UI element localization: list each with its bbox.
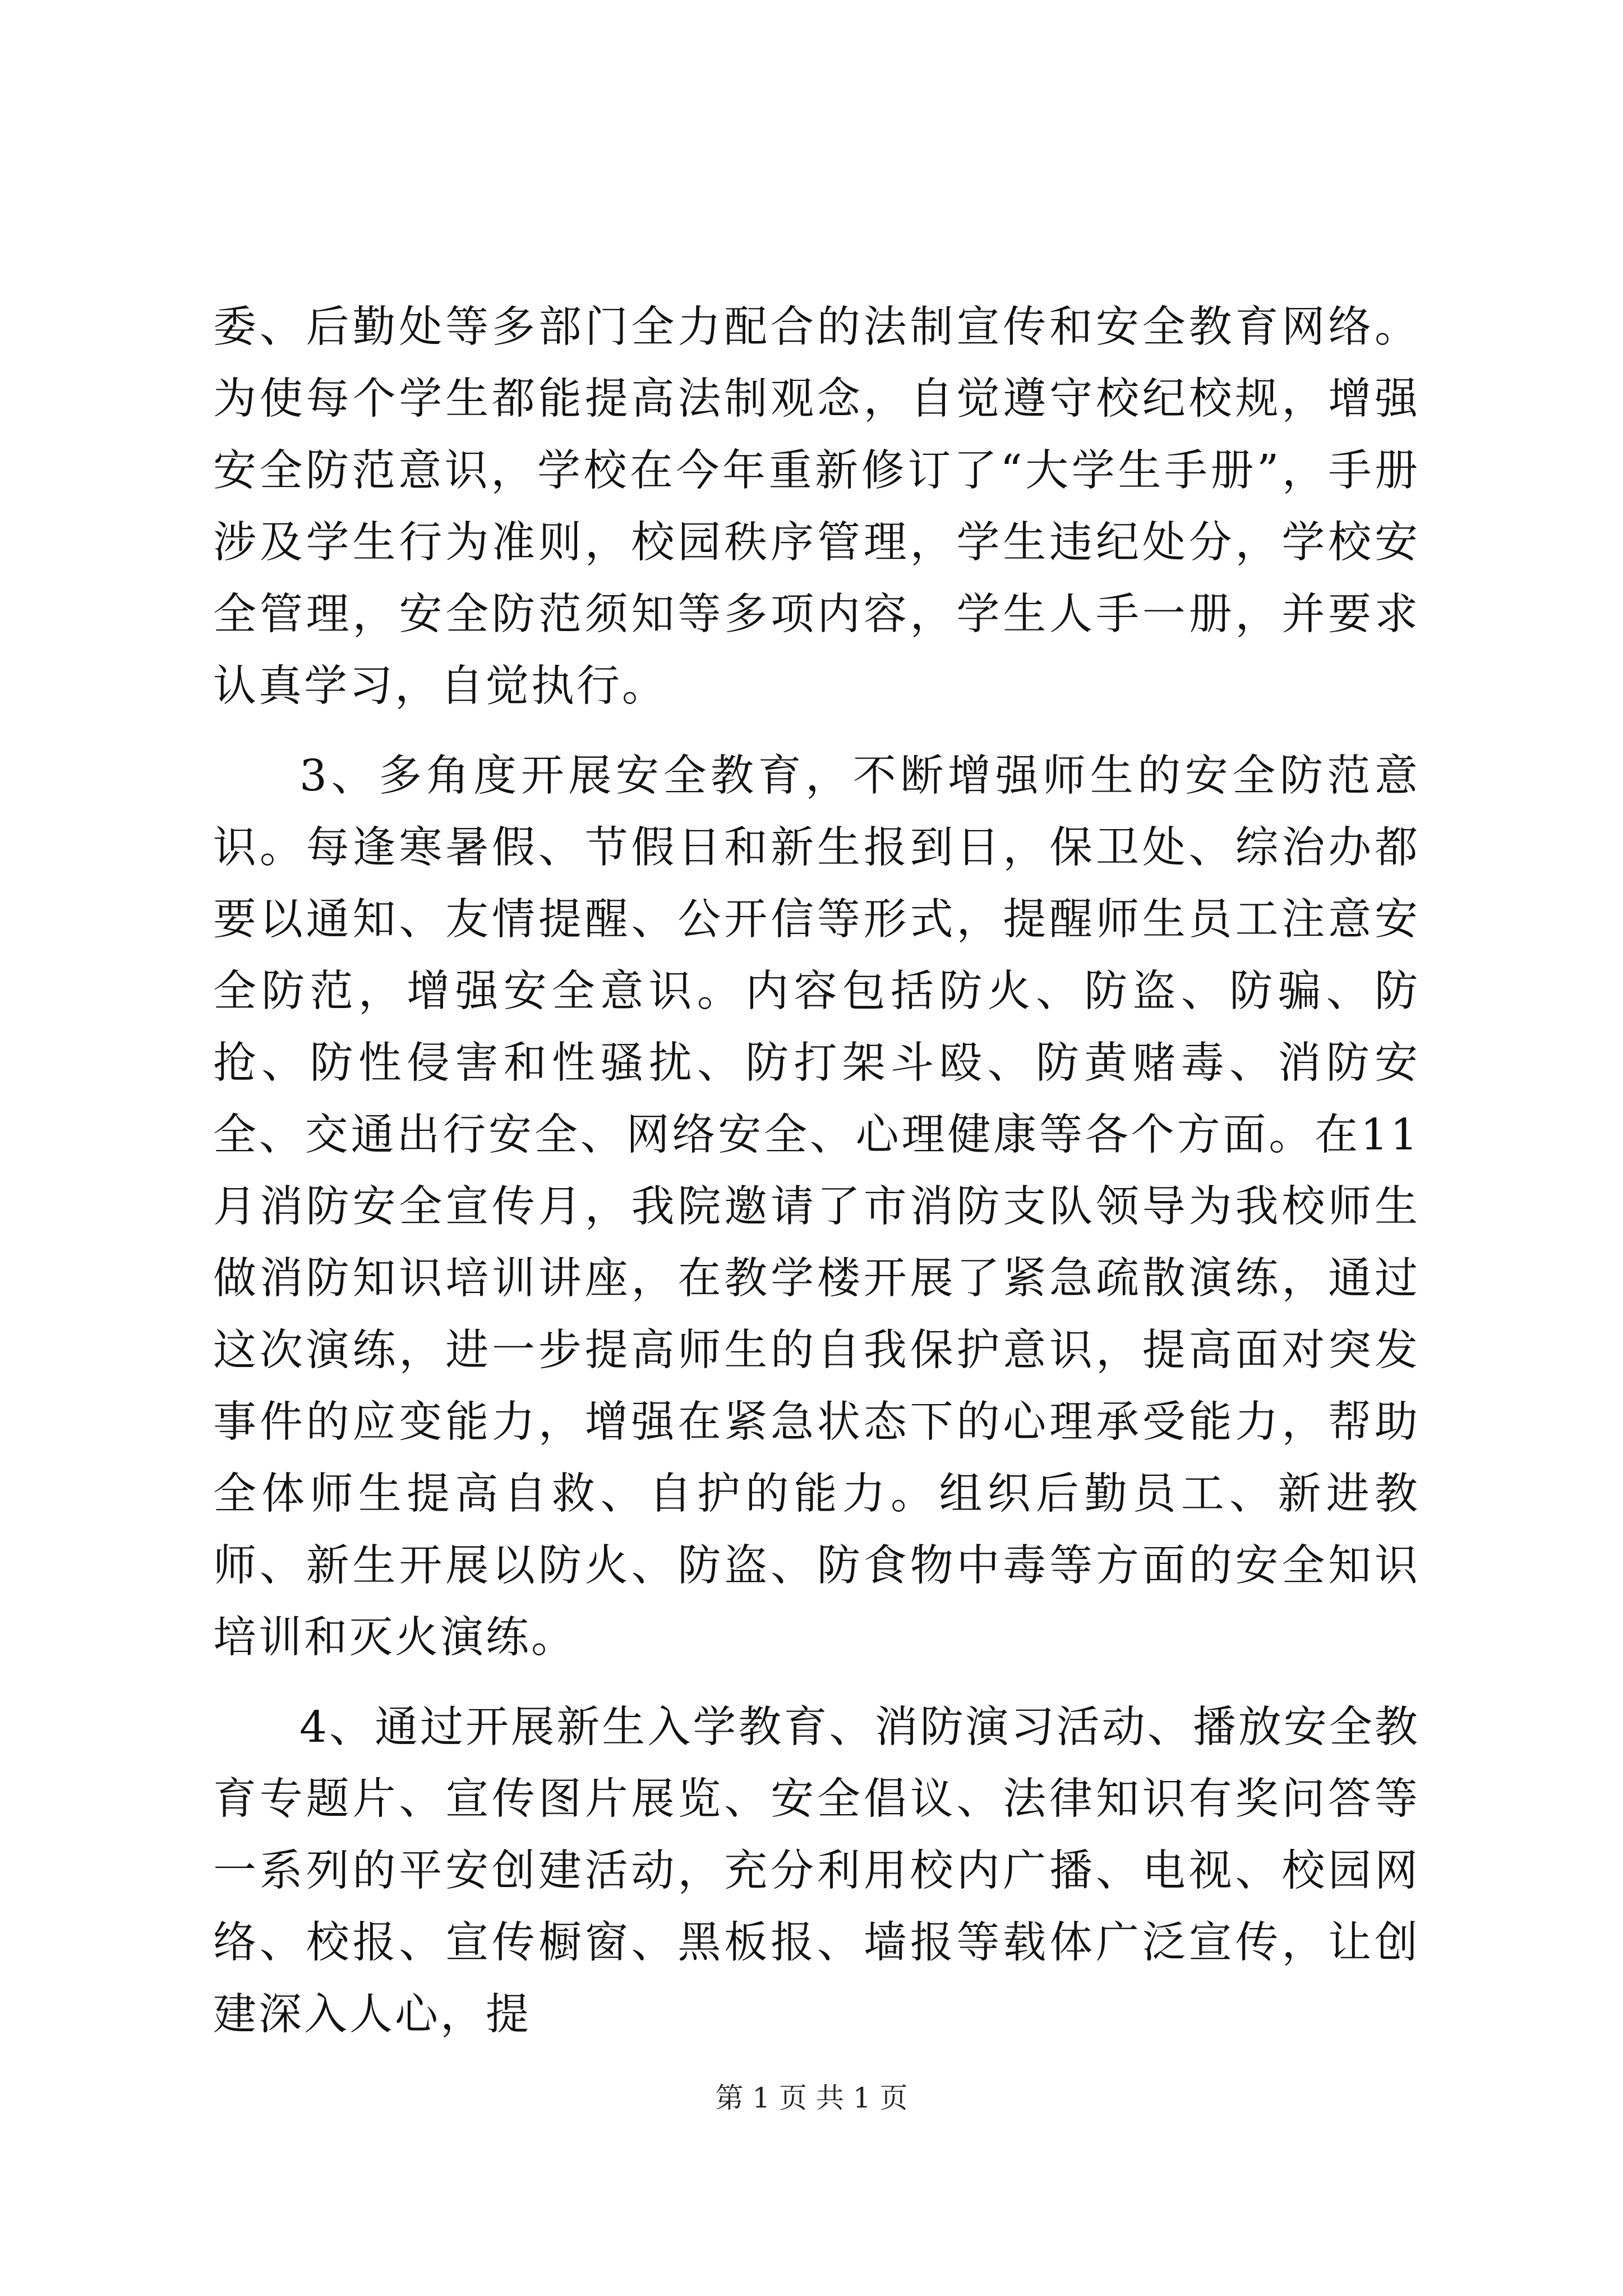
document-body <box>213 292 1420 2051</box>
page-footer: 第 1 页 共 1 页 <box>715 2082 908 2114</box>
paragraph-1: 委、后勤处等多部门全力配合的法制宣传和安全教育网络。为使每个学生都能提高法制观念，自觉遵守校纪校规，增强安全防范意识，学校在今年重新修订了“大学生手册”，手册涉及学生行为准则，校园秩序管理，学生违纪处分，学校安全管理，安全防范须知等多项内容，学生人手一册，并要求认真学习，自觉执行。 <box>213 302 1420 711</box>
paragraph-2: 3、多角度开展安全教育，不断增强师生的安全防范意识。每逢寒暑假、节假日和新生报到日，保卫处、综治办都要以通知、友情提醒、公开信等形式，提醒师生员工注意安全防范，增强安全意识。内容包括防火、防盗、防骗、防抢、防性侵害和性骚扰、防打架斗殴、防黄赌毒、消防安全、交通出行安全、网络安全、心理健康等各个方面。在11月消防安全宣传月，我院邀请了市消防支队领导为我校师生做消防知识培训讲座，在教学楼开展了紧急疏散演练，通过这次演练，进一步提高师生的自我保护意识，提高面对突发事件的应变能力，增强在紧急状态下的心理承受能力，帮助全体师生提高自救、自护的能力。组织后勤员工、新进教师、新生开展以防火、防盗、防食物中毒等方面的安全知识培训和灭火演练。 <box>213 751 1420 1663</box>
paragraph-3: 4、通过开展新生入学教育、消防演习活动、播放安全教育专题片、宣传图片展览、安全倡议、法律知识有奖问答等一系列的平安创建活动，充分利用校内广播、电视、校园网络、校报、宣传橱窗、黑板报、墙报等载体广泛宣传，让创建深入人心，提 <box>213 1703 1420 2040</box>
